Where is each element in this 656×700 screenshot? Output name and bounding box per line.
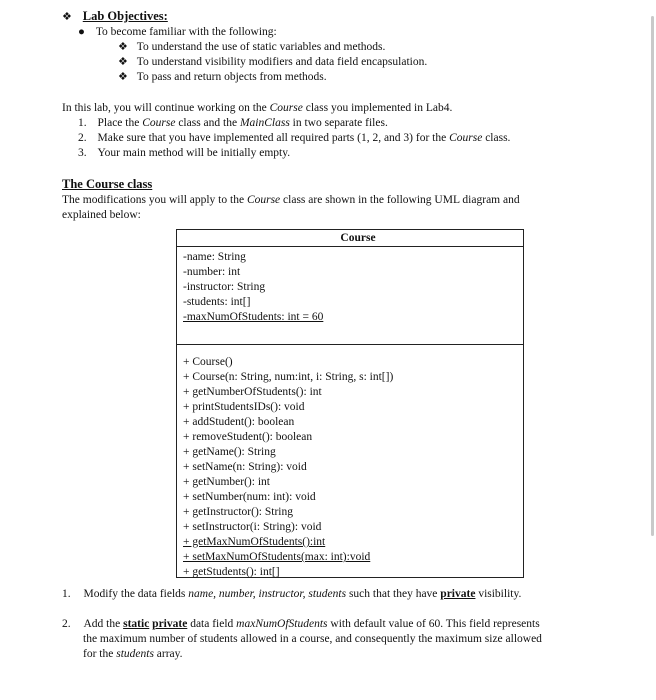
text-run: with default value of 60. This field represents bbox=[327, 618, 540, 630]
text-run: Course bbox=[246, 194, 281, 206]
uml-method-static: + setMaxNumOfStudents(max: int):void bbox=[183, 551, 371, 563]
objectives-heading: Lab Objectives: bbox=[82, 9, 168, 23]
text-run: Place the bbox=[97, 117, 143, 129]
objectives-intro: To become familiar with the following: bbox=[95, 26, 277, 38]
uml-field: -name: String bbox=[183, 251, 246, 263]
uml-method: + printStudentsIDs(): void bbox=[183, 401, 305, 413]
text-run: maxNumOfStudents bbox=[236, 618, 328, 630]
vertical-scrollbar[interactable] bbox=[651, 16, 654, 536]
intro-paragraph bbox=[62, 101, 452, 116]
text-run: name, number, instructor, students bbox=[188, 588, 347, 600]
task-line bbox=[83, 647, 183, 662]
uml-method: + addStudent(): boolean bbox=[183, 416, 295, 428]
objectives-heading-row bbox=[62, 9, 168, 25]
text-run: Add the bbox=[83, 618, 124, 630]
text-run: Your main method will be initially empty. bbox=[97, 147, 291, 159]
uml-fields-section bbox=[177, 247, 523, 345]
task-line: the maximum number of students allowed in a course, and consequently the maximum size allowed bbox=[83, 633, 542, 645]
course-section-line1 bbox=[62, 193, 610, 208]
uml-method: + setInstructor(i: String): void bbox=[183, 521, 322, 533]
objective-text: To understand visibility modifiers and data field encapsulation. bbox=[136, 56, 428, 68]
objective-item bbox=[118, 70, 327, 85]
task-number: 2. bbox=[62, 618, 71, 630]
text-run: Modify the data fields bbox=[83, 588, 189, 600]
course-section-heading: The Course class bbox=[62, 177, 153, 191]
text-run: Course bbox=[449, 132, 483, 144]
step-number: 3. bbox=[78, 147, 87, 159]
uml-class-diagram bbox=[176, 229, 524, 578]
uml-method: + getInstructor(): String bbox=[183, 506, 293, 518]
uml-method: + getNumberOfStudents(): int bbox=[183, 386, 322, 398]
text-run: class you implemented in Lab4. bbox=[302, 102, 453, 114]
text-run: private bbox=[152, 618, 188, 630]
objectives-intro-row bbox=[78, 25, 277, 40]
uml-method: + removeStudent(): boolean bbox=[183, 431, 313, 443]
uml-method: + getStudents(): int[] bbox=[183, 566, 280, 578]
diamond-bullet-icon: ❖ bbox=[118, 56, 128, 68]
text-run: class. bbox=[482, 132, 511, 144]
step-number: 1. bbox=[78, 117, 87, 129]
text-run: class and the bbox=[175, 117, 240, 129]
uml-class-name: Course bbox=[177, 230, 523, 247]
diamond-bullet-icon: ❖ bbox=[118, 41, 128, 53]
text-run: students bbox=[116, 648, 154, 660]
text-run: Course bbox=[142, 117, 176, 129]
uml-method: + setName(n: String): void bbox=[183, 461, 307, 473]
uml-method: + setNumber(num: int): void bbox=[183, 491, 316, 503]
step-item bbox=[78, 131, 510, 146]
uml-field: -number: int bbox=[183, 266, 241, 278]
text-run: for the bbox=[83, 648, 117, 660]
step-item bbox=[78, 116, 388, 131]
objective-text: To understand the use of static variables and methods. bbox=[136, 41, 386, 53]
text-run: In this lab, you will continue working on the bbox=[62, 102, 270, 114]
text-run: data field bbox=[187, 618, 237, 630]
objective-text: To pass and return objects from methods. bbox=[136, 71, 327, 83]
text-run: private bbox=[440, 588, 476, 600]
task-item bbox=[62, 617, 540, 632]
uml-method: + Course(n: String, num:int, i: String, s: int[]) bbox=[183, 371, 394, 383]
task-item bbox=[62, 587, 521, 602]
uml-field: -instructor: String bbox=[183, 281, 266, 293]
uml-method: + getName(): String bbox=[183, 446, 276, 458]
diamond-bullet-icon: ❖ bbox=[62, 11, 72, 23]
objective-item bbox=[118, 40, 385, 55]
uml-method: + Course() bbox=[183, 356, 233, 368]
step-number: 2. bbox=[78, 132, 87, 144]
uml-methods-section bbox=[177, 345, 523, 580]
text-run: visibility. bbox=[475, 588, 522, 600]
text-run: Course bbox=[269, 102, 303, 114]
text-run: Make sure that you have implemented all required parts (1, 2, and 3) for the bbox=[97, 132, 450, 144]
step-item bbox=[78, 146, 290, 161]
text-run: The modifications you will apply to the bbox=[62, 194, 247, 206]
uml-field-static: -maxNumOfStudents: int = 60 bbox=[183, 311, 324, 323]
text-run: in two separate files. bbox=[289, 117, 388, 129]
uml-field: -students: int[] bbox=[183, 296, 251, 308]
text-run: MainClass bbox=[239, 117, 290, 129]
text-run: static bbox=[123, 618, 150, 630]
objective-item bbox=[118, 55, 427, 70]
task-number: 1. bbox=[62, 588, 71, 600]
uml-method: + getNumber(): int bbox=[183, 476, 270, 488]
dot-bullet-icon: ● bbox=[78, 26, 85, 38]
course-section-line2: explained below: bbox=[62, 209, 141, 221]
diamond-bullet-icon: ❖ bbox=[118, 71, 128, 83]
text-run: such that they have bbox=[346, 588, 441, 600]
text-run: array. bbox=[153, 648, 183, 660]
uml-method-static: + getMaxNumOfStudents():int bbox=[183, 536, 326, 548]
text-run: class are shown in the following UML diagram and bbox=[280, 194, 520, 206]
